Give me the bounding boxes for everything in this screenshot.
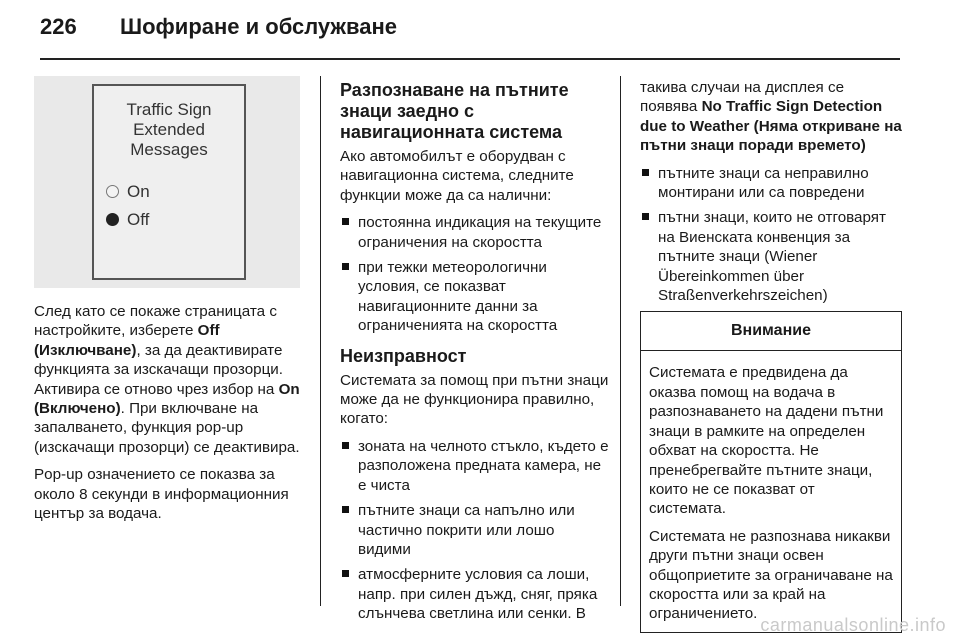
paragraph: Системата за помощ при пътни знаци може да не функционира правилно, когато: [340, 371, 609, 428]
bullet-list [340, 213, 610, 335]
page-header [40, 14, 920, 50]
paragraph: Системата е предвидена да оказва помощ на водача в разпознаването на дадени пътни знаци в рамките на определен обхват на скоростта. Не пренебрегвайте пътните знаци, които не се показват от системата. [649, 364, 884, 518]
text-run: След като се покаже страницата с настройките, изберете [34, 303, 277, 340]
column-divider [320, 76, 321, 606]
warning-body [641, 351, 901, 623]
page-number: 226 [40, 14, 77, 39]
text-run: такива случаи на дисплея се появява [640, 79, 845, 116]
section-heading: Неизправност [340, 345, 467, 366]
screen-title-line: Traffic Sign [126, 100, 212, 119]
list-item: при тежки метеорологични условия, се показват навигационните данни за ограниченията на скоростта [340, 258, 610, 336]
warning-box [640, 311, 902, 632]
screen-title [94, 100, 244, 160]
page-title: Шофиране и обслужване [120, 14, 398, 39]
screen-title-line: Extended [133, 120, 205, 139]
option-label: On [127, 182, 150, 201]
settings-illustration [34, 76, 300, 288]
column-1 [34, 76, 304, 531]
column-divider [620, 76, 621, 606]
radio-selected-icon [106, 213, 119, 226]
display-screen [92, 84, 246, 280]
radio-unselected-icon [106, 185, 119, 198]
bold-run: Off (Изключване) [34, 322, 220, 359]
paragraph: Pop-up означението се показва за около 8 секунди в информационния център за водача. [34, 466, 289, 523]
column-3 [640, 78, 902, 633]
paragraph: Ако автомобилът е оборудван с навигационна система, следните функции може да са налични: [340, 148, 574, 204]
paragraph [640, 78, 902, 156]
watermark: carmanualsonline.info [760, 615, 946, 635]
section-heading: Разпознаване на пътните знаци заедно с навигационната система [340, 80, 569, 142]
list-item: постоянна индикация на текущите ограничения на скоростта [340, 213, 610, 252]
header-rule [40, 58, 900, 60]
paragraph: Системата не разпознава никакви други пътни знаци освен общоприетите за ограничаване на скоростта или за край на ограничението. [649, 527, 893, 623]
bullet-list [340, 437, 610, 624]
bold-run: No Traffic Sign Detection due to Weather (Няма откриване на пътни знаци поради времето) [640, 98, 902, 155]
list-item: зоната на челното стъкло, където е разположена предната камера, не е чиста [340, 437, 610, 495]
text-run: . При включване на запалването, функция pop-up (изскачащи прозорци) се деактивира. [34, 400, 300, 456]
screen-title-line: Messages [130, 140, 208, 159]
option-off [106, 210, 149, 230]
option-on [106, 182, 150, 202]
bold-run: On (Включено) [34, 380, 300, 418]
option-label: Off [127, 210, 150, 229]
list-item: пътни знаци, които не отговарят на Виенската конвенция за пътните знаци (Wiener Übereinkommen über Straßenverkehrszeichen) [640, 208, 902, 305]
text-run: , за да деактивирате функцията за изскачащи прозорци. Активира се отново чрез избор на [34, 341, 283, 398]
bullet-list [640, 164, 902, 306]
paragraph [34, 302, 304, 457]
list-item: пътните знаци са неправилно монтирани или са повредени [640, 164, 902, 203]
list-item: атмосферните условия са лоши, напр. при силен дъжд, сняг, пряка слънчева светлина или сенки. В [340, 565, 610, 623]
column-2 [340, 80, 610, 630]
list-item: пътните знаци са напълно или частично покрити или лошо видими [340, 501, 610, 559]
warning-title: Внимание [641, 312, 901, 351]
